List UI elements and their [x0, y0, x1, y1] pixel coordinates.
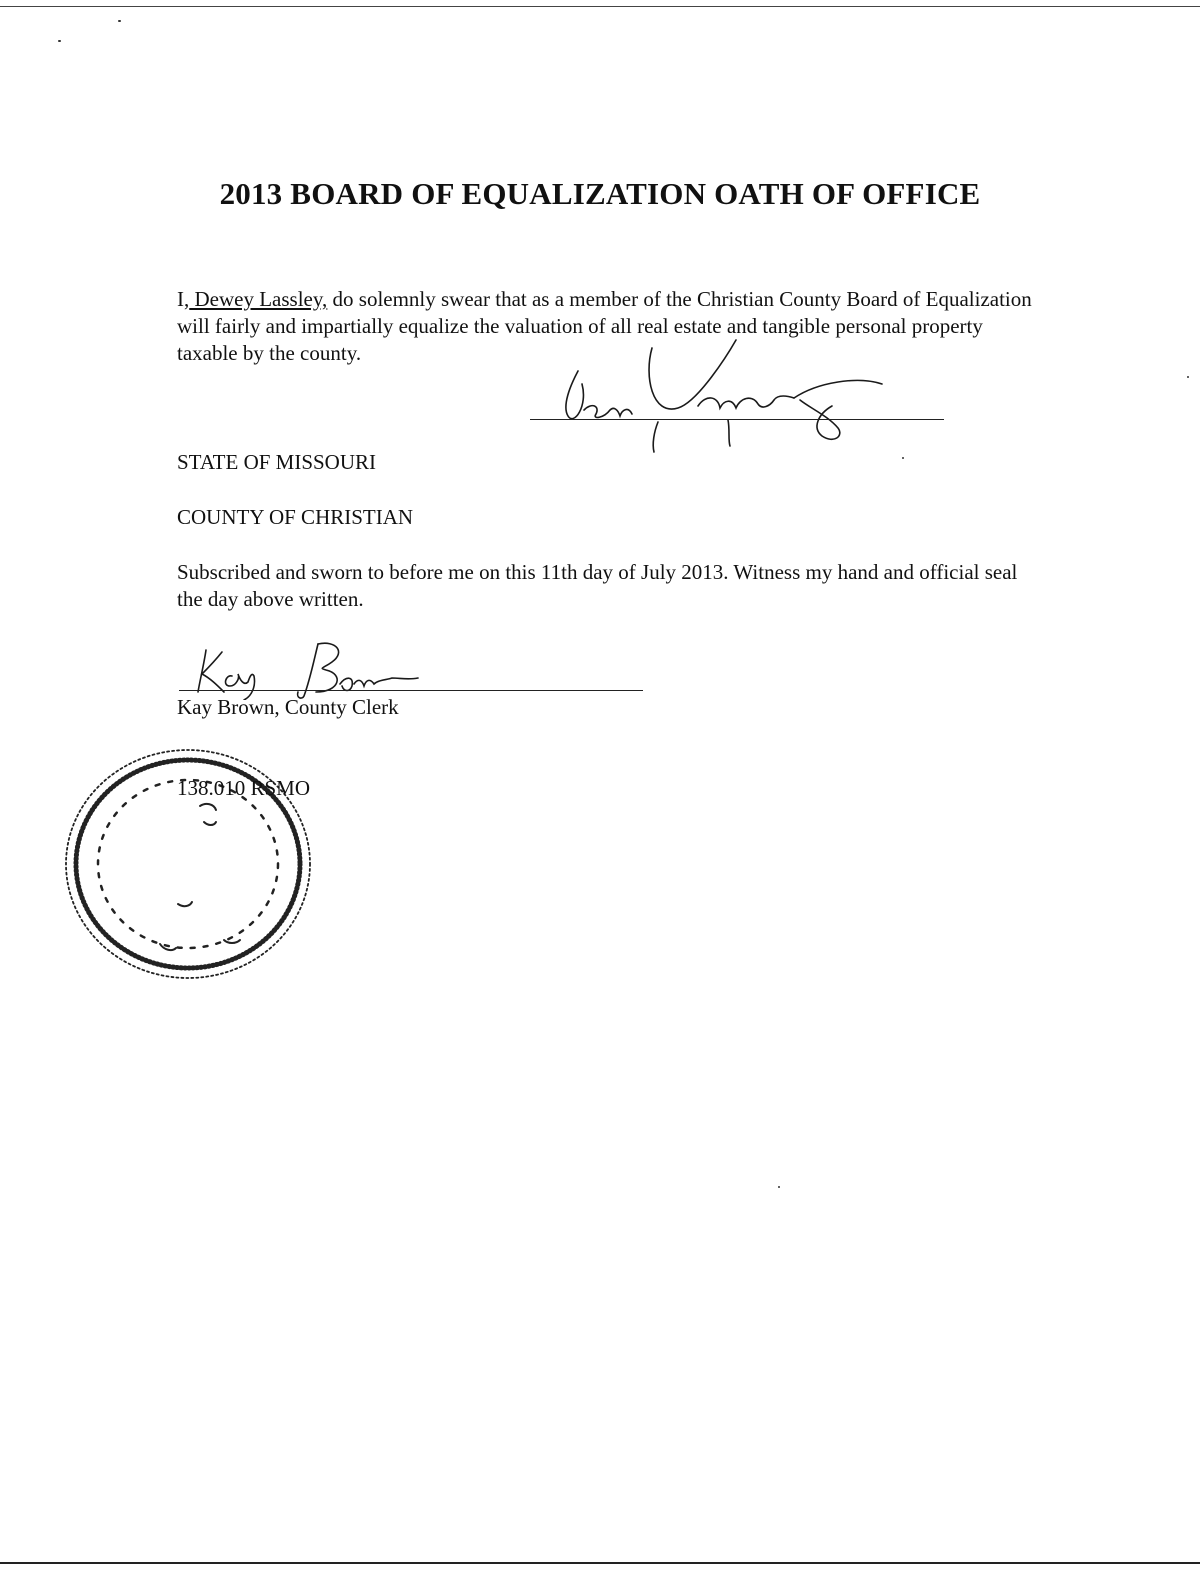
state-line: STATE OF MISSOURI: [177, 450, 377, 474]
scan-edge-bottom: [0, 1562, 1200, 1564]
clerk-name: Kay Brown, County Clerk: [177, 695, 399, 719]
clerk-signature: [186, 640, 426, 700]
clerk-signature-line: [179, 690, 643, 691]
scan-speck: [778, 1186, 780, 1188]
subscribed-paragraph: Subscribed and sworn to before me on this 11th day of July 2013. Witness my hand and official seal the day above written.: [177, 560, 1018, 611]
scan-speck: [902, 457, 904, 459]
statute-reference: 138.010 RSMO: [177, 776, 311, 800]
oath-signature-line: [530, 419, 944, 420]
document-title: 2013 BOARD OF EQUALIZATION OATH OF OFFICE: [219, 176, 981, 211]
oath-taker-name: Dewey Lassley,: [189, 287, 328, 311]
scan-edge-top: [0, 6, 1200, 7]
county-line: COUNTY OF CHRISTIAN: [177, 505, 414, 529]
oath-prefix: I,: [177, 287, 190, 311]
scan-speck: [118, 20, 121, 22]
oath-taker-signature: [548, 336, 888, 458]
scan-speck: [58, 40, 61, 42]
scan-speck: [1187, 376, 1189, 378]
oath-text: do solemnly swear that as a member of the Christian County Board of Equalization will fairly and impartially equalize the valuation of all real estate and tangible personal property taxable by the county.: [177, 287, 1032, 365]
